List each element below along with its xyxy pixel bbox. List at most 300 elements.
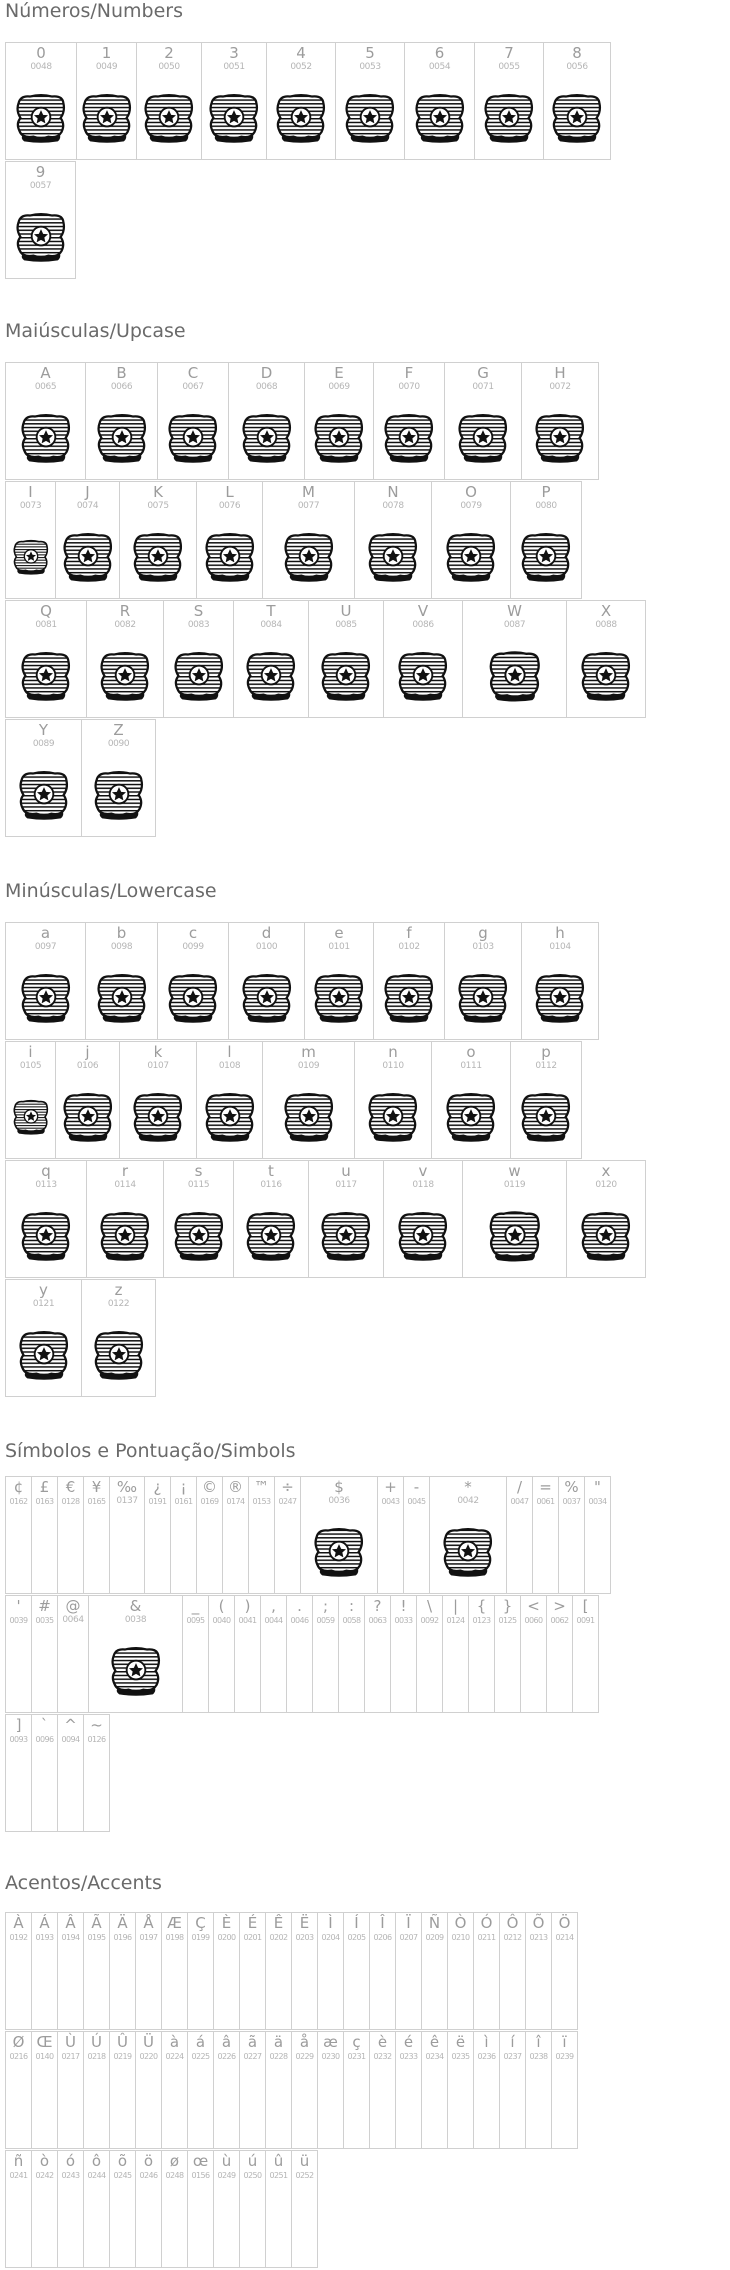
glyph-code: 0206 — [373, 1933, 392, 1942]
glyph-character: ë — [455, 2033, 466, 2051]
glyph-code: 0101 — [328, 942, 350, 952]
star-glyph-icon — [165, 411, 221, 465]
glyph-character: 9 — [35, 163, 46, 181]
glyph-code: 0043 — [381, 1497, 400, 1506]
star-glyph-icon — [130, 530, 186, 584]
glyph-character: c — [188, 924, 198, 942]
glyph-character: 6 — [434, 44, 445, 62]
glyph-cell — [5, 1041, 56, 1159]
glyph-code: 0211 — [477, 1933, 496, 1942]
glyph-character: . — [297, 1597, 302, 1615]
glyph-code: 0033 — [394, 1616, 413, 1625]
glyph-code: 0057 — [29, 181, 52, 191]
glyph-cell — [239, 2031, 266, 2149]
glyph-character: õ — [117, 2152, 128, 2170]
star-glyph-icon — [18, 971, 74, 1025]
glyph-character: Ì — [328, 1914, 333, 1932]
glyph-cell — [395, 1912, 422, 2030]
glyph-code: 0099 — [182, 942, 204, 952]
glyph-character: C — [187, 364, 199, 382]
glyph-character: , — [271, 1597, 276, 1615]
glyph-code: 0174 — [226, 1497, 245, 1506]
glyph-cell — [228, 362, 305, 480]
glyph-character: t — [268, 1162, 274, 1180]
star-glyph-icon — [239, 971, 295, 1025]
glyph-cell — [304, 362, 374, 480]
glyph-code: 0063 — [368, 1616, 387, 1625]
glyph-character: v — [418, 1162, 428, 1180]
star-glyph-icon — [281, 530, 337, 584]
glyph-cell — [119, 481, 197, 599]
star-glyph-icon — [165, 971, 221, 1025]
glyph-character: ö — [143, 2152, 154, 2170]
glyph-character: Í — [354, 1914, 359, 1932]
glyph-code: 0120 — [595, 1180, 617, 1190]
star-glyph-icon — [202, 1090, 258, 1144]
glyph-character: E — [334, 364, 344, 382]
glyph-code: 0074 — [76, 501, 99, 511]
glyph-code: 0112 — [535, 1061, 557, 1071]
glyph-cell — [395, 2031, 422, 2149]
glyph-cell — [5, 1160, 87, 1278]
glyph-row — [5, 481, 581, 599]
glyph-code: 0242 — [35, 2171, 54, 2180]
glyph-code: 0058 — [342, 1616, 361, 1625]
glyph-cell — [234, 1595, 261, 1713]
glyph-character: Ã — [91, 1914, 102, 1932]
glyph-character: ' — [16, 1597, 21, 1615]
glyph-character: A — [40, 364, 51, 382]
glyph-cell — [431, 1041, 511, 1159]
glyph-code: 0231 — [347, 2052, 366, 2061]
glyph-cell — [170, 1476, 197, 1594]
glyph-code: 0210 — [451, 1933, 470, 1942]
glyph-code: 0232 — [373, 2052, 392, 2061]
glyph-cell — [300, 1476, 378, 1594]
glyph-cell — [429, 1476, 507, 1594]
glyph-cell — [291, 2150, 318, 2268]
star-glyph-icon — [16, 1328, 72, 1382]
glyph-cell — [5, 1912, 32, 2030]
glyph-character: D — [260, 364, 273, 382]
star-glyph-icon — [11, 1090, 51, 1144]
glyph-row — [5, 1476, 610, 1594]
glyph-cell — [119, 1041, 197, 1159]
star-glyph-icon — [578, 1209, 634, 1263]
glyph-code: 0161 — [174, 1497, 193, 1506]
glyph-code: 0209 — [425, 1933, 444, 1942]
glyph-cell — [265, 1912, 292, 2030]
glyph-character: 3 — [229, 44, 239, 62]
section-title-simbolos-e-pontuacao-simbols: Símbolos e Pontuação/Simbols — [5, 1440, 296, 1462]
glyph-code: 0110 — [382, 1061, 404, 1071]
glyph-character: ê — [429, 2033, 440, 2051]
glyph-code: 0040 — [212, 1616, 231, 1625]
glyph-cell — [494, 1595, 521, 1713]
glyph-code: 0227 — [243, 2052, 262, 2061]
glyph-character: Ò — [454, 1914, 467, 1932]
glyph-character: ^ — [64, 1716, 77, 1734]
glyph-code: 0241 — [9, 2171, 28, 2180]
glyph-code: 0107 — [147, 1061, 169, 1071]
glyph-code: 0201 — [243, 1933, 262, 1942]
glyph-code: 0102 — [398, 942, 420, 952]
glyph-code: 0236 — [477, 2052, 496, 2061]
glyph-cell — [239, 1912, 266, 2030]
glyph-character: % — [564, 1478, 579, 1496]
glyph-character: ÷ — [281, 1478, 294, 1496]
glyph-code: 0060 — [524, 1616, 543, 1625]
glyph-character: ? — [373, 1597, 382, 1615]
glyph-character: d — [261, 924, 272, 942]
glyph-cell — [499, 2031, 526, 2149]
glyph-character: á — [195, 2033, 206, 2051]
glyph-cell — [343, 1912, 370, 2030]
glyph-character: ¡ — [180, 1478, 187, 1496]
glyph-character: @ — [65, 1597, 81, 1615]
glyph-cell — [248, 1476, 275, 1594]
glyph-character: < — [527, 1597, 540, 1615]
glyph-cell — [187, 2150, 214, 2268]
star-glyph-icon — [318, 1209, 374, 1263]
glyph-character: ù — [221, 2152, 232, 2170]
glyph-cell — [383, 1160, 463, 1278]
glyph-code: 0197 — [139, 1933, 158, 1942]
glyph-cell — [265, 2031, 292, 2149]
glyph-cell — [5, 362, 86, 480]
glyph-code: 0046 — [290, 1616, 309, 1625]
glyph-character: { — [476, 1597, 487, 1615]
glyph-character: l — [227, 1043, 232, 1061]
glyph-character: B — [116, 364, 127, 382]
glyph-code: 0070 — [398, 382, 420, 392]
star-glyph-icon — [16, 768, 72, 822]
glyph-cell — [473, 1912, 500, 2030]
glyph-code: 0225 — [191, 2052, 210, 2061]
glyph-character: " — [594, 1478, 601, 1496]
glyph-code: 0109 — [297, 1061, 320, 1071]
star-glyph-icon — [532, 411, 588, 465]
glyph-character: ¿ — [153, 1478, 162, 1496]
glyph-character: f — [406, 924, 412, 942]
glyph-row — [5, 922, 598, 1040]
glyph-row — [5, 719, 155, 837]
star-glyph-icon — [381, 971, 437, 1025]
glyph-cell — [308, 600, 384, 718]
glyph-code: 0153 — [252, 1497, 271, 1506]
glyph-character: Q — [40, 602, 52, 620]
glyph-code: 0111 — [460, 1061, 482, 1071]
glyph-code: 0098 — [110, 942, 133, 952]
glyph-character: - — [413, 1478, 420, 1496]
glyph-cell — [135, 2150, 162, 2268]
glyph-cell — [291, 2031, 318, 2149]
glyph-cell — [31, 1912, 58, 2030]
glyph-row — [5, 1279, 155, 1397]
glyph-code: 0104 — [549, 942, 571, 952]
glyph-code: 0243 — [61, 2171, 80, 2180]
glyph-cell — [31, 2150, 58, 2268]
glyph-code: 0066 — [110, 382, 133, 392]
glyph-character: Á — [39, 1914, 50, 1932]
glyph-cell — [566, 1160, 646, 1278]
glyph-code: 0113 — [35, 1180, 57, 1190]
star-glyph-icon — [443, 1090, 499, 1144]
star-glyph-icon — [518, 1090, 574, 1144]
glyph-cell — [76, 42, 137, 160]
glyph-character: è — [377, 2033, 388, 2051]
glyph-cell — [262, 481, 355, 599]
glyph-character: j — [85, 1043, 90, 1061]
glyph-character: N — [387, 483, 399, 501]
glyph-cell — [421, 2031, 448, 2149]
star-glyph-icon — [97, 649, 153, 703]
glyph-character: m — [301, 1043, 316, 1061]
glyph-cell — [31, 1714, 58, 1832]
glyph-character: i — [28, 1043, 33, 1061]
glyph-cell — [57, 1912, 84, 2030]
glyph-cell — [546, 1595, 573, 1713]
glyph-character: ú — [247, 2152, 258, 2170]
glyph-character: X — [600, 602, 612, 620]
glyph-character: û — [273, 2152, 284, 2170]
glyph-code: 0037 — [562, 1497, 581, 1506]
glyph-character: $ — [334, 1478, 344, 1496]
glyph-cell — [135, 2031, 162, 2149]
glyph-cell — [5, 600, 87, 718]
glyph-cell — [447, 1912, 474, 2030]
glyph-cell — [233, 600, 309, 718]
glyph-code: 0048 — [30, 62, 52, 72]
glyph-character: 0 — [36, 44, 46, 62]
glyph-cell — [187, 1912, 214, 2030]
glyph-character: É — [247, 1914, 258, 1932]
glyph-character: a — [40, 924, 51, 942]
star-glyph-icon — [311, 1525, 367, 1579]
glyph-cell — [291, 1912, 318, 2030]
glyph-code: 0126 — [87, 1735, 106, 1744]
glyph-cell — [343, 2031, 370, 2149]
glyph-code: 0114 — [114, 1180, 136, 1190]
glyph-cell — [558, 1476, 585, 1594]
glyph-character: w — [508, 1162, 521, 1180]
glyph-code: 0198 — [165, 1933, 184, 1942]
glyph-code: 0125 — [498, 1616, 517, 1625]
glyph-cell — [317, 2031, 344, 2149]
glyph-code: 0081 — [35, 620, 57, 630]
glyph-row — [5, 362, 598, 480]
glyph-cell — [266, 42, 336, 160]
glyph-character: Õ — [532, 1914, 545, 1932]
glyph-cell — [5, 1476, 32, 1594]
glyph-character: > — [553, 1597, 566, 1615]
glyph-cell — [213, 2031, 240, 2149]
star-glyph-icon — [130, 1090, 186, 1144]
glyph-character: ó — [65, 2152, 76, 2170]
glyph-cell — [335, 42, 405, 160]
glyph-cell — [499, 1912, 526, 2030]
glyph-code: 0203 — [295, 1933, 314, 1942]
glyph-code: 0078 — [382, 501, 404, 511]
glyph-cell — [157, 362, 229, 480]
star-glyph-icon — [108, 1644, 164, 1698]
glyph-cell — [506, 1476, 533, 1594]
star-glyph-icon — [91, 1328, 147, 1382]
glyph-character: s — [194, 1162, 203, 1180]
glyph-cell — [474, 42, 544, 160]
glyph-character: U — [340, 602, 352, 620]
glyph-character: ] — [15, 1716, 22, 1734]
glyph-code: 0080 — [535, 501, 557, 511]
glyph-character: ï — [562, 2033, 567, 2051]
glyph-character: Ö — [558, 1914, 571, 1932]
glyph-character: / — [516, 1478, 523, 1496]
glyph-character: Ü — [143, 2033, 154, 2051]
star-glyph-icon — [342, 91, 398, 145]
glyph-character: í — [510, 2033, 515, 2051]
glyph-code: 0205 — [347, 1933, 366, 1942]
glyph-character: Â — [65, 1914, 76, 1932]
glyph-code: 0034 — [588, 1497, 607, 1506]
glyph-code: 0050 — [158, 62, 180, 72]
glyph-row — [5, 1912, 577, 2030]
glyph-cell — [5, 719, 82, 837]
glyph-cell — [86, 600, 164, 718]
glyph-character: 5 — [365, 44, 375, 62]
glyph-code: 0238 — [529, 2052, 548, 2061]
star-glyph-icon — [365, 1090, 421, 1144]
glyph-character: å — [299, 2033, 310, 2051]
glyph-character: ü — [299, 2152, 310, 2170]
glyph-code: 0117 — [335, 1180, 357, 1190]
glyph-character: Ê — [273, 1914, 284, 1932]
glyph-character: 7 — [504, 44, 514, 62]
glyph-code: 0226 — [217, 2052, 236, 2061]
glyph-character: ø — [169, 2152, 180, 2170]
glyph-row — [5, 2150, 317, 2268]
glyph-code: 0086 — [412, 620, 434, 630]
glyph-cell — [135, 1912, 162, 2030]
star-glyph-icon — [481, 91, 537, 145]
glyph-code: 0053 — [359, 62, 381, 72]
glyph-code: 0121 — [32, 1299, 55, 1309]
glyph-cell — [86, 1160, 164, 1278]
glyph-cell — [5, 42, 77, 160]
star-glyph-icon — [273, 91, 329, 145]
glyph-character: R — [119, 602, 131, 620]
section-title-maiusculas-upcase: Maiúsculas/Upcase — [5, 320, 186, 342]
glyph-cell — [161, 2031, 188, 2149]
glyph-code: 0069 — [328, 382, 350, 392]
glyph-character: Ù — [65, 2033, 76, 2051]
glyph-code: 0230 — [321, 2052, 340, 2061]
glyph-character: ( — [218, 1597, 225, 1615]
glyph-cell — [373, 362, 445, 480]
star-glyph-icon — [479, 1209, 551, 1263]
glyph-code: 0083 — [187, 620, 210, 630]
glyph-character: M — [302, 483, 315, 501]
glyph-cell — [31, 1595, 58, 1713]
glyph-character: K — [153, 483, 163, 501]
glyph-character: G — [477, 364, 489, 382]
glyph-code: 0162 — [9, 1497, 28, 1506]
glyph-code: 0212 — [503, 1933, 522, 1942]
glyph-cell — [222, 1476, 249, 1594]
glyph-character: n — [388, 1043, 398, 1061]
star-glyph-icon — [395, 1209, 451, 1263]
star-glyph-icon — [532, 971, 588, 1025]
glyph-code: 0239 — [555, 2052, 574, 2061]
glyph-code: 0123 — [472, 1616, 491, 1625]
star-glyph-icon — [94, 411, 150, 465]
glyph-cell — [57, 2150, 84, 2268]
glyph-code: 0059 — [316, 1616, 335, 1625]
glyph-character: O — [465, 483, 477, 501]
glyph-cell — [373, 922, 445, 1040]
glyph-character: ~ — [90, 1716, 103, 1734]
glyph-code: 0100 — [255, 942, 278, 952]
glyph-cell — [274, 1476, 301, 1594]
glyph-cell — [85, 362, 158, 480]
glyph-cell — [525, 2031, 552, 2149]
star-glyph-icon — [281, 1090, 337, 1144]
glyph-code: 0091 — [576, 1616, 595, 1625]
star-glyph-icon — [18, 411, 74, 465]
glyph-code: 0207 — [399, 1933, 418, 1942]
glyph-cell — [163, 1160, 234, 1278]
glyph-cell — [109, 2031, 136, 2149]
glyph-cell — [5, 161, 76, 279]
glyph-code: 0103 — [472, 942, 494, 952]
glyph-cell — [57, 1714, 84, 1832]
glyph-cell — [521, 362, 599, 480]
glyph-cell — [109, 1476, 145, 1594]
glyph-character: 2 — [164, 44, 174, 62]
glyph-code: 0087 — [503, 620, 526, 630]
glyph-cell — [312, 1595, 339, 1713]
glyph-code: 0234 — [425, 2052, 444, 2061]
star-glyph-icon — [549, 91, 605, 145]
glyph-cell — [83, 2031, 110, 2149]
glyph-cell — [196, 481, 263, 599]
star-glyph-icon — [13, 91, 69, 145]
glyph-code: 0055 — [498, 62, 520, 72]
glyph-character: Ï — [406, 1914, 411, 1932]
glyph-code: 0071 — [472, 382, 494, 392]
glyph-character: u — [341, 1162, 351, 1180]
glyph-row — [5, 1595, 598, 1713]
star-glyph-icon — [239, 411, 295, 465]
glyph-character: Ë — [299, 1914, 310, 1932]
glyph-cell — [262, 1041, 355, 1159]
glyph-cell — [265, 2150, 292, 2268]
glyph-character: b — [116, 924, 127, 942]
glyph-code: 0095 — [186, 1616, 205, 1625]
glyph-character: o — [466, 1043, 476, 1061]
glyph-cell — [369, 1912, 396, 2030]
glyph-character: F — [404, 364, 414, 382]
glyph-cell — [81, 719, 156, 837]
glyph-cell — [55, 481, 120, 599]
glyph-character: à — [169, 2033, 180, 2051]
glyph-code: 0248 — [165, 2171, 184, 2180]
glyph-code: 0085 — [335, 620, 357, 630]
glyph-character: 1 — [101, 44, 112, 62]
glyph-character: ì — [484, 2033, 489, 2051]
glyph-character: ç — [352, 2033, 361, 2051]
star-glyph-icon — [381, 411, 437, 465]
glyph-character: î — [536, 2033, 541, 2051]
